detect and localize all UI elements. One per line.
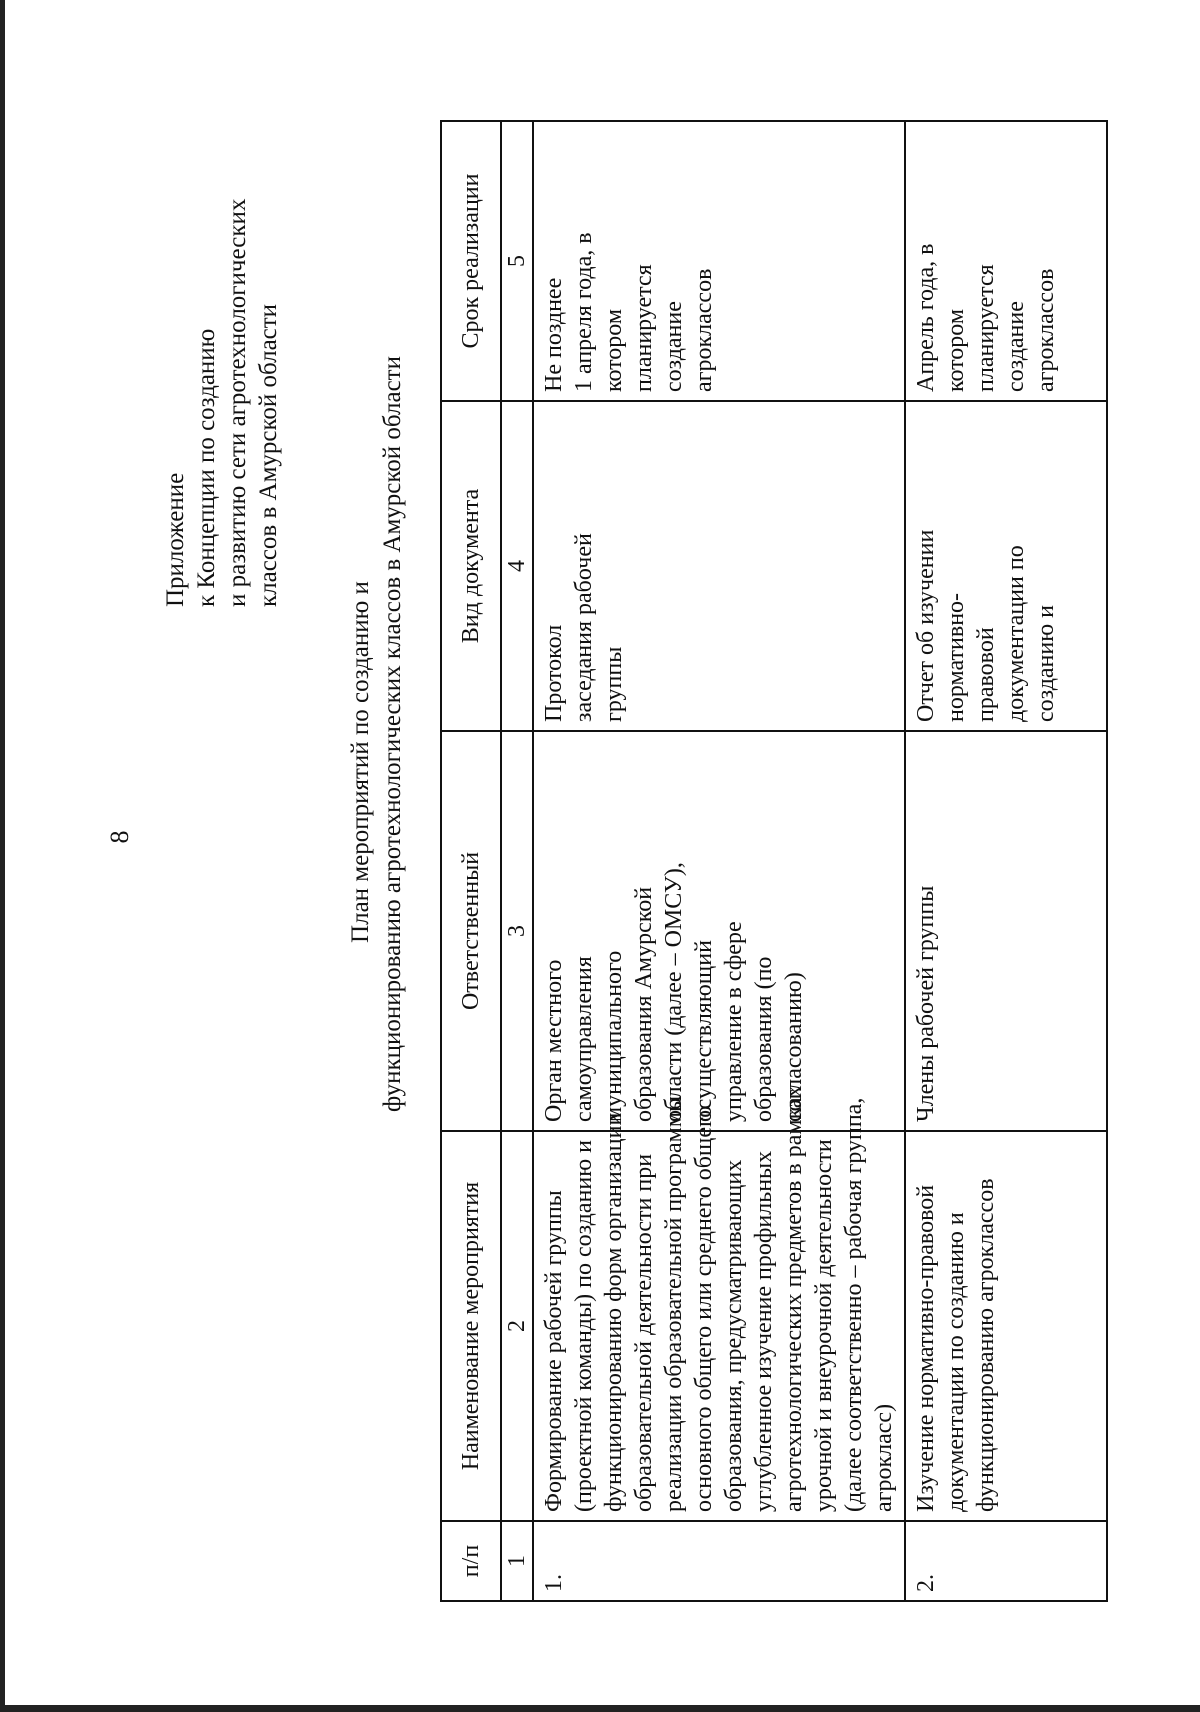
cell-line: углубленное изучение профильных: [751, 1150, 777, 1512]
appendix-block: [160, 199, 284, 607]
deadline-cell: [533, 121, 905, 401]
appendix-line: Приложение: [162, 472, 189, 607]
column-number: 1: [501, 1521, 533, 1601]
cell-line: (далее соответственно – рабочая группа,: [841, 1097, 867, 1512]
cell-line: основного общего или среднего общего: [691, 1105, 717, 1512]
cell-line: Протокол: [541, 624, 567, 722]
document-type-cell: [533, 401, 905, 731]
activity-name-cell: [533, 1085, 905, 1521]
cell-line: Формирование рабочей группы: [541, 1190, 567, 1512]
table-row: [533, 121, 905, 1601]
header-num: п/п: [441, 1521, 501, 1601]
plan-title-line: План мероприятий по созданию и: [347, 581, 374, 943]
cell-line: Орган местного: [541, 959, 567, 1122]
row-number: 2.: [905, 1521, 1107, 1601]
column-number: 5: [501, 121, 533, 401]
cell-line: агроклассов: [1033, 268, 1059, 392]
plan-title-line: функционированию агротехнологических классов в Амурской области: [379, 356, 406, 1112]
column-number: 3: [501, 731, 533, 1131]
cell-line: создание: [661, 301, 687, 392]
cell-line: реализации образовательной программы: [661, 1095, 687, 1512]
activity-name-cell: [905, 1131, 1107, 1521]
cell-line: образовательной деятельности при: [631, 1153, 657, 1512]
appendix-line: классов в Амурской области: [255, 303, 282, 607]
appendix-line: и развитию сети агротехнологических: [224, 198, 251, 607]
deadline-cell: [905, 121, 1107, 401]
cell-line: осуществляющий: [691, 940, 717, 1122]
header-responsible: Ответственный: [441, 731, 501, 1131]
cell-line: документации по: [1003, 545, 1029, 722]
cell-line: созданию и: [1033, 604, 1059, 722]
cell-line: создание: [1003, 301, 1029, 392]
plan-title: [345, 356, 409, 1112]
column-number: 2: [501, 1131, 533, 1521]
plan-table: [440, 120, 1108, 1602]
cell-line: Апрель года, в: [913, 243, 939, 392]
cell-line: Не позднее: [541, 277, 567, 392]
cell-line: муниципального: [601, 950, 627, 1122]
cell-line: 1 апреля года, в: [571, 232, 597, 392]
row-number: 1.: [533, 1521, 905, 1601]
cell-line: планируется: [631, 264, 657, 392]
cell-line: функционированию форм организации: [601, 1112, 627, 1512]
header-deadline: Срок реализации: [441, 121, 501, 401]
cell-line: котором: [601, 308, 627, 392]
cell-line: агроклассов: [691, 268, 717, 392]
cell-line: заседания рабочей: [571, 533, 597, 722]
cell-line: нормативно-: [943, 592, 969, 722]
cell-line: функционированию агроклассов: [973, 1178, 999, 1512]
column-number: 4: [501, 401, 533, 731]
cell-line: документации по созданию и: [943, 1212, 969, 1512]
cell-line: области (далее – ОМСУ),: [661, 862, 687, 1122]
cell-line: агротехнологических предметов в рамках: [781, 1085, 807, 1512]
cell-line: группы: [601, 646, 627, 722]
cell-line: Изучение нормативно-правовой: [913, 1184, 939, 1512]
header-document: Вид документа: [441, 401, 501, 731]
appendix-line: к Концепции по созданию: [193, 328, 220, 607]
cell-line: агрокласс): [871, 1403, 897, 1512]
table-header-row: [441, 121, 501, 1601]
cell-line: котором: [943, 308, 969, 392]
cell-line: Отчет об изучении: [913, 529, 939, 722]
document-type-cell: [905, 401, 1107, 731]
responsible-cell: [905, 731, 1107, 1131]
cell-line: самоуправления: [571, 956, 597, 1122]
header-name: Наименование мероприятия: [441, 1131, 501, 1521]
cell-line: урочной и внеурочной деятельности: [811, 1139, 837, 1512]
cell-line: (проектной команды) по созданию и: [571, 1140, 597, 1512]
table-row: [905, 121, 1107, 1601]
column-number-row: [501, 121, 533, 1601]
cell-line: образования Амурской: [631, 886, 657, 1122]
page-number: 8: [105, 830, 134, 844]
cell-line: Члены рабочей группы: [913, 885, 939, 1122]
responsible-cell: [533, 731, 905, 1131]
cell-line: управление в сфере: [721, 921, 747, 1122]
cell-line: образования, предусматривающих: [721, 1159, 747, 1512]
cell-line: образования (по: [751, 956, 777, 1122]
cell-line: правовой: [973, 627, 999, 722]
cell-line: планируется: [973, 264, 999, 392]
cell-line: согласованию): [781, 972, 807, 1122]
